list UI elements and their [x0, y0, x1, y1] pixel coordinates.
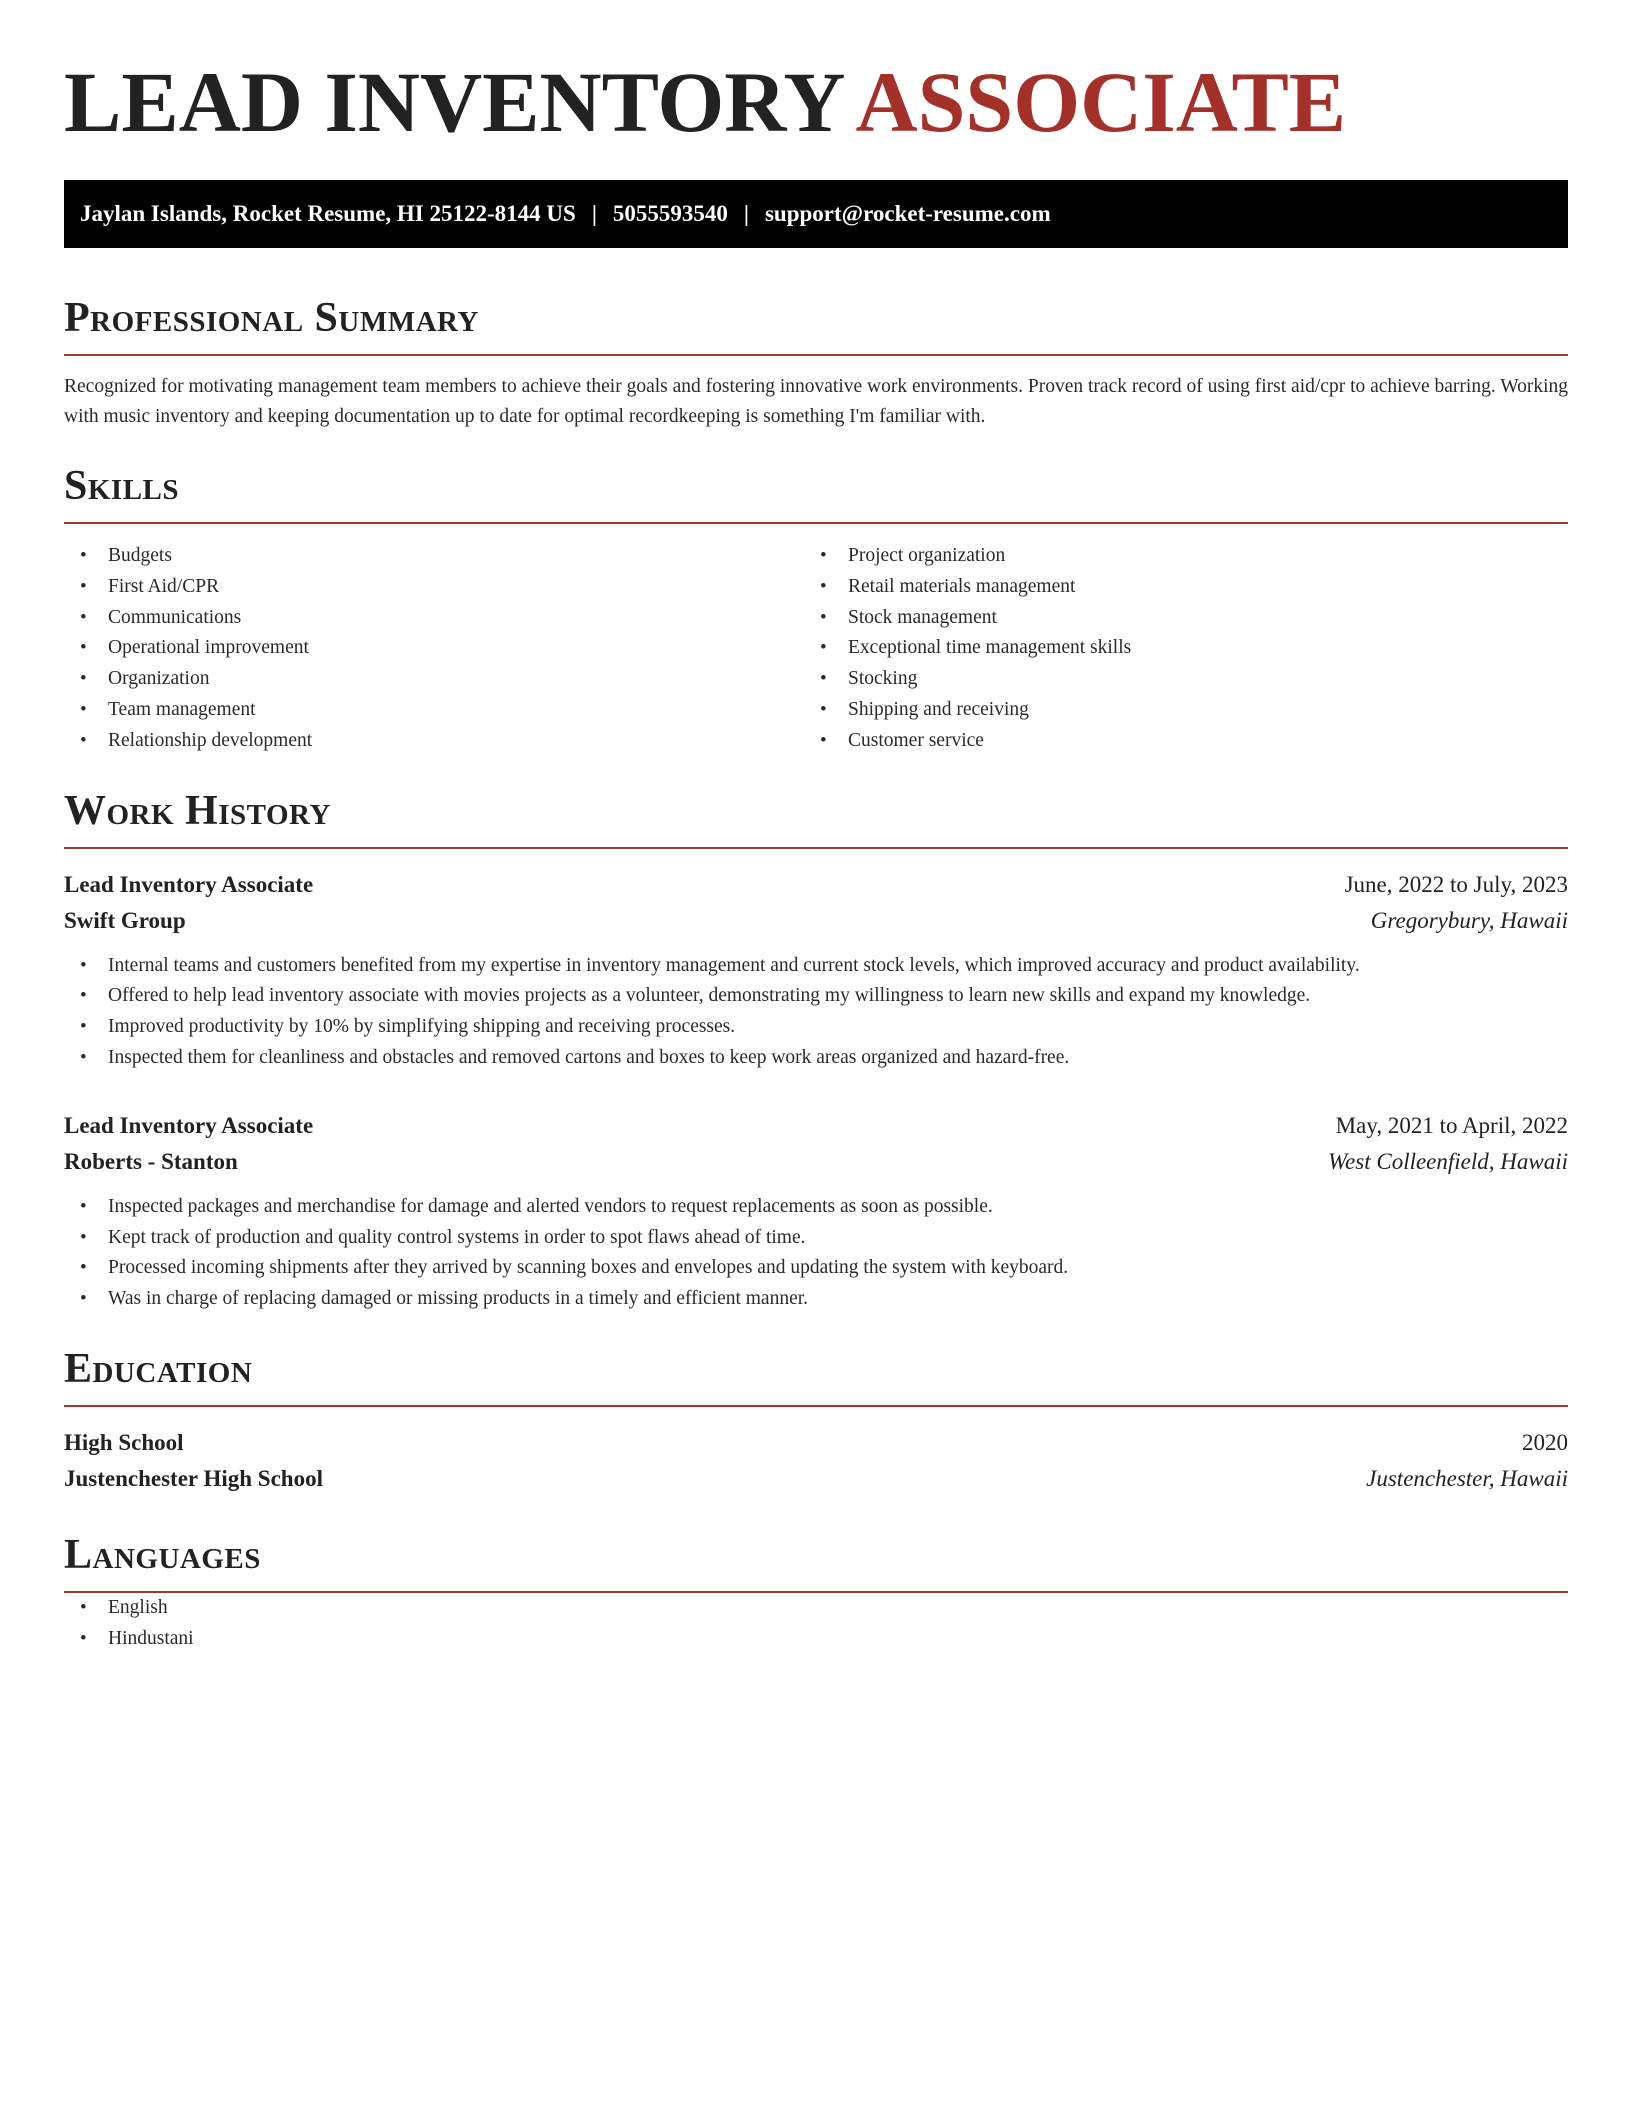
skill-item: • Stock management — [804, 603, 1544, 634]
section-title-skills: Skills — [64, 463, 180, 509]
skill-item: • Stocking — [804, 664, 1544, 695]
job-bullet: • Kept track of production and quality control systems in order to spot flaws ahead of time. — [64, 1223, 1568, 1254]
education-year: 2020 — [1522, 1429, 1568, 1455]
education-school-row — [64, 1461, 1568, 1497]
skill-item: • Shipping and receiving — [804, 695, 1544, 726]
skills-grid — [64, 541, 1568, 757]
summary-text: Recognized for motivating management team members to achieve their goals and fostering innovative work environments. Proven track record of using first aid/cpr to achieve barring. Working with music inventory and keeping documentation up to date for optimal recordkeeping is something I'm familiar with. — [64, 376, 1568, 427]
section-title-summary: Professional Summary — [64, 295, 479, 341]
section-divider — [64, 1405, 1568, 1407]
summary-section — [64, 290, 1568, 432]
job-bullet: • Offered to help lead inventory associate with movies projects as a volunteer, demonstrating my willingness to learn new skills and expand my knowledge. — [64, 981, 1568, 1012]
job-bullet: • Internal teams and customers benefited from my expertise in inventory management and current stock levels, which improved accuracy and product availability. — [64, 951, 1568, 982]
job-company-row — [64, 1144, 1568, 1180]
skill-item: • Relationship development — [64, 726, 804, 757]
job-entry — [64, 1108, 1568, 1315]
work-history-section — [64, 783, 1568, 1315]
language-item: • English — [64, 1593, 1568, 1624]
skill-item: • First Aid/CPR — [64, 572, 804, 603]
job-bullet: • Inspected packages and merchandise for damage and alerted vendors to request replacements as soon as possible. — [64, 1192, 1568, 1223]
education-degree: High School — [64, 1429, 184, 1455]
job-bullet: • Processed incoming shipments after they arrived by scanning boxes and envelopes and updating the system with keyboard. — [64, 1253, 1568, 1284]
section-title-work-history: Work History — [64, 787, 331, 834]
job-dates: May, 2021 to April, 2022 — [1335, 1112, 1568, 1138]
skill-item: • Operational improvement — [64, 633, 804, 664]
name-last: ASSOCIATE — [855, 54, 1347, 150]
skills-list-right — [804, 541, 1544, 757]
contact-phone: 5055593540 — [612, 201, 728, 226]
language-item: • Hindustani — [64, 1624, 1568, 1655]
job-title: Lead Inventory Associate — [64, 1112, 314, 1138]
job-bullet: • Improved productivity by 10% by simplifying shipping and receiving processes. — [64, 1012, 1568, 1043]
skills-section — [64, 458, 1568, 757]
contact-bar — [64, 180, 1568, 248]
section-title-education: Education — [64, 1345, 253, 1392]
contact-email: support@rocket-resume.com — [764, 201, 1051, 226]
education-entry — [64, 1425, 1568, 1497]
section-title-languages: Languages — [64, 1531, 261, 1578]
job-location: West Colleenfield, Hawaii — [1328, 1148, 1568, 1174]
skill-item: • Customer service — [804, 726, 1544, 757]
skill-item: • Project organization — [804, 541, 1544, 572]
education-school: Justenchester High School — [64, 1465, 323, 1491]
job-company: Swift Group — [64, 907, 186, 933]
job-header-row — [64, 867, 1568, 903]
job-bullet: • Was in charge of replacing damaged or missing products in a timely and efficient manner. — [64, 1284, 1568, 1315]
contact-separator: | — [743, 201, 749, 226]
section-divider — [64, 522, 1568, 524]
resume-name — [64, 52, 1568, 152]
skill-item: • Team management — [64, 695, 804, 726]
job-company: Roberts - Stanton — [64, 1148, 238, 1174]
skill-item: • Budgets — [64, 541, 804, 572]
job-bullets — [64, 951, 1568, 1074]
job-header-row — [64, 1108, 1568, 1144]
section-divider — [64, 847, 1568, 849]
languages-section — [64, 1527, 1568, 1655]
contact-address: Jaylan Islands, Rocket Resume, HI 25122-8144 US — [80, 201, 576, 226]
education-header-row — [64, 1425, 1568, 1461]
education-section — [64, 1341, 1568, 1497]
contact-separator: | — [591, 201, 597, 226]
job-bullets — [64, 1192, 1568, 1315]
job-dates: June, 2022 to July, 2023 — [1344, 871, 1568, 897]
skill-item: • Communications — [64, 603, 804, 634]
languages-list — [64, 1593, 1568, 1655]
skill-item: • Organization — [64, 664, 804, 695]
education-location: Justenchester, Hawaii — [1366, 1465, 1568, 1491]
skills-list-left — [64, 541, 804, 757]
job-entry — [64, 867, 1568, 1074]
name-first: LEAD INVENTORY — [64, 54, 846, 150]
job-bullet: • Inspected them for cleanliness and obstacles and removed cartons and boxes to keep work areas organized and hazard-free. — [64, 1043, 1568, 1074]
job-title: Lead Inventory Associate — [64, 871, 314, 897]
job-location: Gregorybury, Hawaii — [1370, 907, 1568, 933]
skill-item: • Exceptional time management skills — [804, 633, 1544, 664]
job-company-row — [64, 903, 1568, 939]
section-divider — [64, 354, 1568, 356]
skill-item: • Retail materials management — [804, 572, 1544, 603]
